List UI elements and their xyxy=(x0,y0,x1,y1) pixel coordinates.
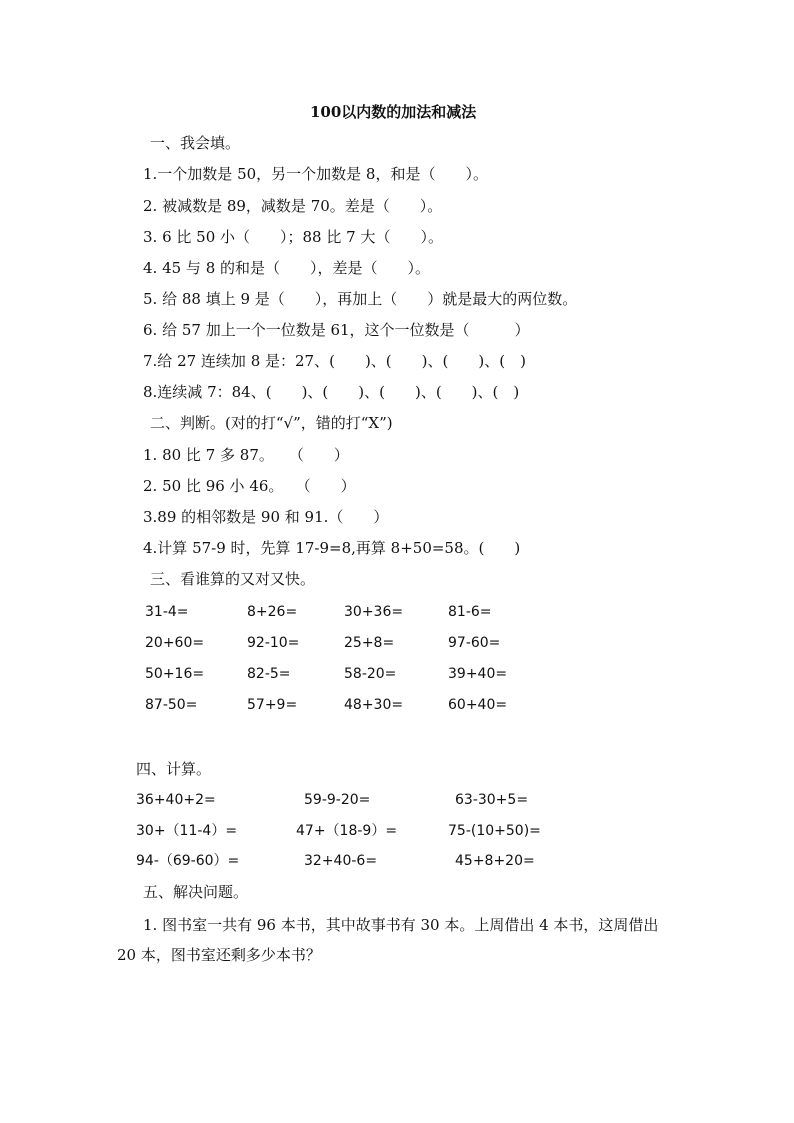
question-item: 3. 6 比 50 小（ ）；88 比 7 大（ ）。 xyxy=(143,228,443,246)
oral-calc: 92-10= xyxy=(247,635,300,651)
question-item: 8.连续减 7：84、( )、( )、( )、( )、( ) xyxy=(143,383,520,401)
question-item: 2. 被减数是 89，减数是 70。差是（ ）。 xyxy=(143,197,443,215)
oral-calc: 81-6= xyxy=(448,604,492,620)
oral-calc: 39+40= xyxy=(448,666,508,682)
calc-item: 32+40-6= xyxy=(304,853,378,869)
calc-item: 30+（11-4）= xyxy=(136,823,238,839)
question-item: 6. 给 57 加上一个一位数是 61，这个一位数是（ ） xyxy=(143,321,530,339)
oral-calc: 20+60= xyxy=(145,635,205,651)
section-heading: 一、我会填。 xyxy=(150,134,241,152)
oral-calc: 82-5= xyxy=(247,666,291,682)
word-problem: 20 本，图书室还剩多少本书？ xyxy=(117,946,321,964)
oral-calc: 30+36= xyxy=(344,604,404,620)
oral-calc: 48+30= xyxy=(344,697,404,713)
question-item: 7.给 27 连续加 8 是：27、( )、( )、( )、( ) xyxy=(143,352,526,370)
calc-item: 36+40+2= xyxy=(136,792,216,808)
question-item: 1.一个加数是 50，另一个加数是 8，和是（ ）。 xyxy=(143,165,488,183)
section-heading: 二、判断。(对的打“√”，错的打“X”) xyxy=(150,414,393,432)
section-heading: 四、计算。 xyxy=(136,760,212,778)
judgement-item: 4.计算 57-9 时，先算 17-9=8,再算 8+50=58。( ) xyxy=(143,539,521,557)
judgement-item: 3.89 的相邻数是 90 和 91.（ ） xyxy=(143,508,389,526)
oral-calc: 8+26= xyxy=(247,604,298,620)
calc-item: 59-9-20= xyxy=(304,792,371,808)
word-problem: 1. 图书室一共有 96 本书，其中故事书有 30 本。上周借出 4 本书，这周借出 xyxy=(143,916,659,934)
calc-item: 94-（69-60）= xyxy=(136,853,240,869)
section-heading: 五、解决问题。 xyxy=(143,883,249,901)
question-item: 4. 45 与 8 的和是（ ），差是（ ）。 xyxy=(143,259,431,277)
oral-calc: 97-60= xyxy=(448,635,501,651)
oral-calc: 50+16= xyxy=(145,666,205,682)
calc-item: 63-30+5= xyxy=(455,792,529,808)
oral-calc: 87-50= xyxy=(145,697,198,713)
question-item: 5. 给 88 填上 9 是（ ），再加上（ ）就是最大的两位数。 xyxy=(143,290,578,308)
oral-calc: 58-20= xyxy=(344,666,397,682)
oral-calc: 60+40= xyxy=(448,697,508,713)
calc-item: 47+（18-9）= xyxy=(296,823,398,839)
calc-item: 75-(10+50)= xyxy=(448,823,541,839)
oral-calc: 25+8= xyxy=(344,635,395,651)
calc-item: 45+8+20= xyxy=(455,853,535,869)
oral-calc: 31-4= xyxy=(145,604,189,620)
page-title: 100以内数的加法和减法 xyxy=(310,103,477,121)
judgement-item: 2. 50 比 96 小 46。 （ ） xyxy=(143,477,356,495)
section-heading: 三、看谁算的又对又快。 xyxy=(150,570,316,588)
judgement-item: 1. 80 比 7 多 87。 （ ） xyxy=(143,446,349,464)
oral-calc: 57+9= xyxy=(247,697,298,713)
